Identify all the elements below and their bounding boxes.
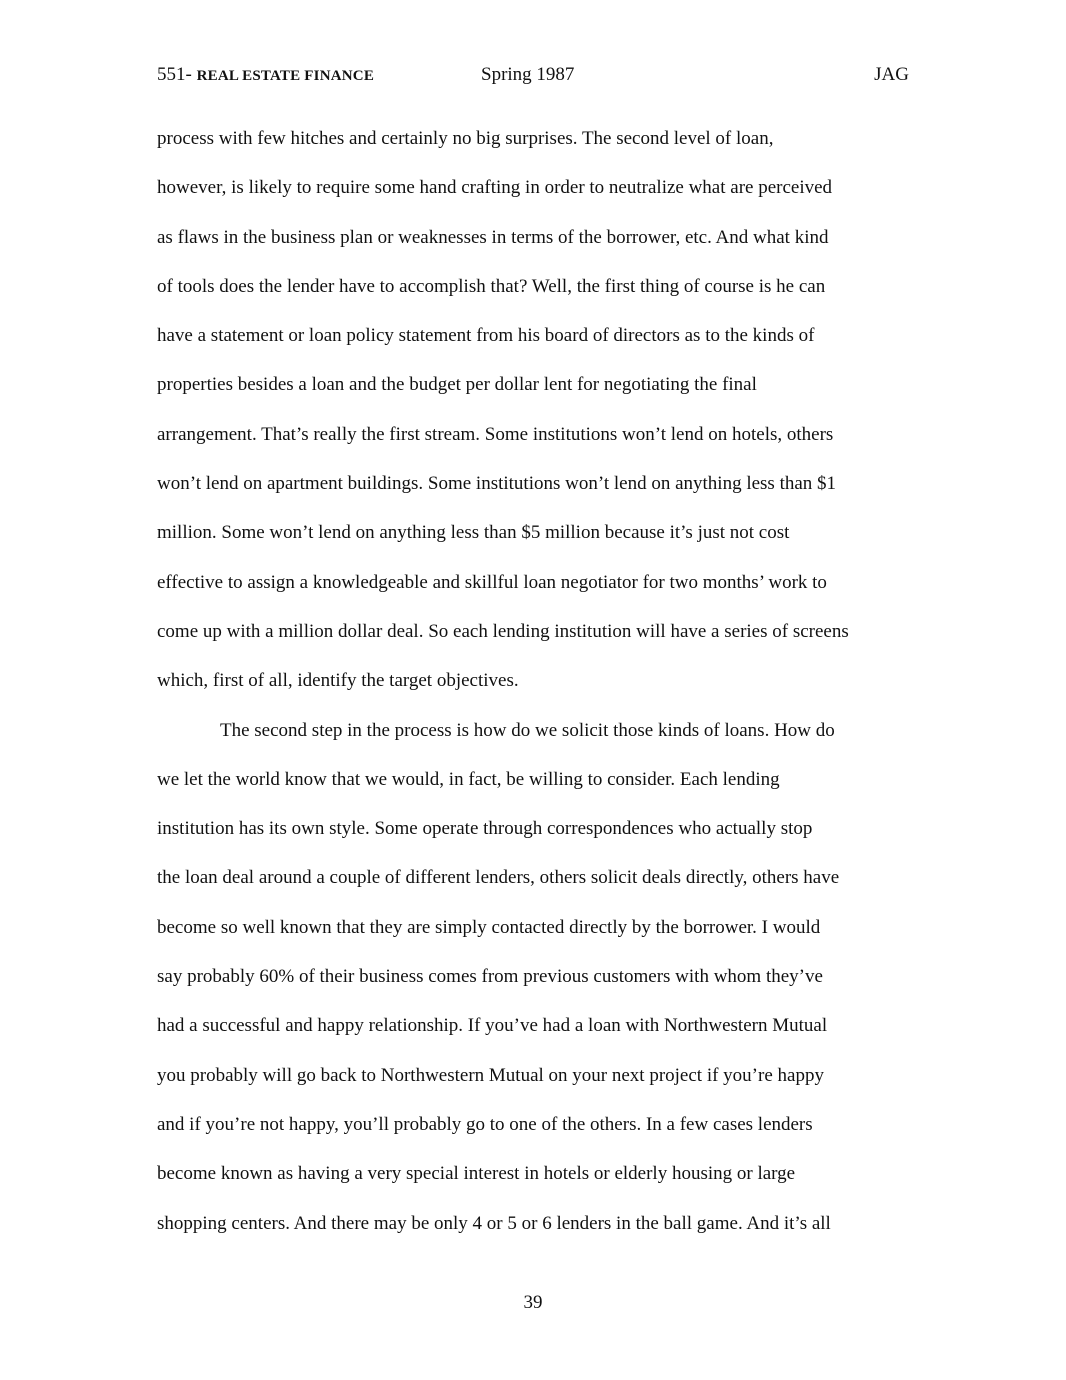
course-term: Spring 1987 [481, 64, 575, 85]
text-line: you probably will go back to Northwestern Mutual on your next project if you’re happy [157, 1064, 824, 1086]
text-line: properties besides a loan and the budget per dollar lent for negotiating the final [157, 374, 757, 396]
text-line: the loan deal around a couple of different lenders, others solicit deals directly, others have [157, 867, 840, 889]
course-title: REAL ESTATE FINANCE [196, 68, 375, 84]
text-line: arrangement. That’s really the first stream. Some institutions won’t lend on hotels, others [157, 423, 834, 445]
text-line: become known as having a very special interest in hotels or elderly housing or large [157, 1163, 796, 1185]
text-line: effective to assign a knowledgeable and skillful loan negotiator for two months’ work to [157, 571, 827, 593]
text-line: as flaws in the business plan or weaknesses in terms of the borrower, etc. And what kind [157, 226, 829, 248]
course-label [157, 64, 374, 86]
text-line: process with few hitches and certainly no big surprises. The second level of loan, [157, 128, 774, 149]
text-line: we let the world know that we would, in fact, be willing to consider. Each lending [157, 768, 780, 790]
text-line: become so well known that they are simply contacted directly by the borrower. I would [157, 916, 821, 938]
page-header [157, 64, 909, 90]
text-line: institution has its own style. Some operate through correspondences who actually stop [157, 818, 813, 840]
text-line: million. Some won’t lend on anything less than $5 million because it’s just not cost [157, 522, 790, 544]
course-number: 551- [157, 64, 192, 85]
transcript-body [157, 114, 909, 1248]
text-line: had a successful and happy relationship. If you’ve had a loan with Northwestern Mutual [157, 1015, 828, 1037]
text-line: and if you’re not happy, you’ll probably go to one of the others. In a few cases lenders [157, 1113, 813, 1135]
text-line: shopping centers. And there may be only 4 or 5 or 6 lenders in the ball game. And it’s all [157, 1212, 831, 1234]
text-line: of tools does the lender have to accomplish that? Well, the first thing of course is he can [157, 275, 826, 297]
text-line: come up with a million dollar deal. So each lending institution will have a series of screens [157, 620, 849, 642]
text-line: which, first of all, identify the target objectives. [157, 670, 519, 692]
paragraph-start-line: The second step in the process is how do we solicit those kinds of loans. How do [220, 719, 835, 741]
text-line: have a statement or loan policy statement from his board of directors as to the kinds of [157, 325, 815, 347]
author-initials: JAG [874, 64, 909, 85]
page-number: 39 [523, 1292, 543, 1313]
text-line: won’t lend on apartment buildings. Some institutions won’t lend on anything less than $1 [157, 473, 837, 495]
text-line: however, is likely to require some hand crafting in order to neutralize what are perceived [157, 177, 833, 199]
text-line: say probably 60% of their business comes from previous customers with whom they’ve [157, 966, 823, 988]
